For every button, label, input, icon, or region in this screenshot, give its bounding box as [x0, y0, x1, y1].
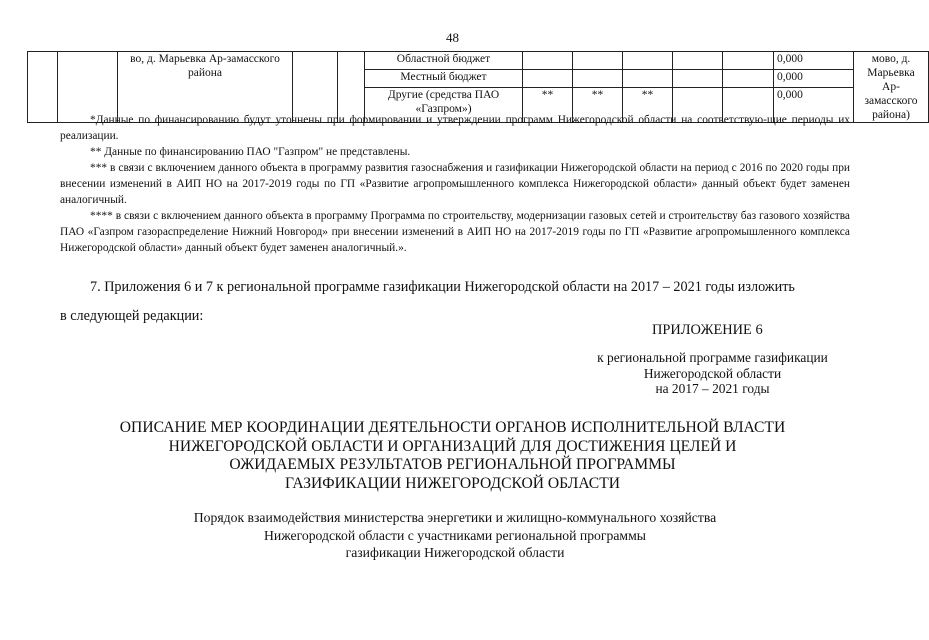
appendix-title: ПРИЛОЖЕНИЕ 6 — [652, 322, 763, 338]
table-cell — [523, 52, 573, 70]
appendix-subtitle-line: на 2017 – 2021 годы — [655, 381, 770, 396]
footnote: *** в связи с включением данного объекта в программу развития газоснабжения и газификации Нижегородской области на период с 2016 по 2020 годы при внесении изменений в АИП НО на 2017-2019 годы по ГП «Развитие агропромышленного комплекса Нижегородской области» данный объект будет заменен аналогичный. — [60, 162, 850, 206]
table-cell — [723, 70, 774, 88]
object-location-cell: мово, д. Марьевка Ар-замасского района) — [854, 52, 929, 123]
table-cell — [673, 52, 723, 70]
document-title-line: ГАЗИФИКАЦИИ НИЖЕГОРОДСКОЙ ОБЛАСТИ — [285, 474, 620, 492]
document-subtitle — [60, 509, 850, 562]
table-cell — [723, 52, 774, 70]
funding-source-cell: Местный бюджет — [365, 70, 523, 88]
appendix-subtitle-line: Нижегородской области — [643, 365, 782, 381]
document-subtitle-line: Нижегородской области с участниками региональной программы — [264, 527, 646, 543]
total-cell: 0,000 — [774, 52, 854, 70]
table-cell — [523, 70, 573, 88]
funding-source-cell: Областной бюджет — [365, 52, 523, 70]
document-title — [30, 419, 875, 493]
footnote: **** в связи с включением данного объекта в программу Программа по строительству, модернизации газовых сетей и строительству баз газового хозяйства ПАО «Газпром газораспределение Нижний Новгород» при внесении изменений в АИП НО на 2017-2019 годы по ГП «Развитие агропромышленного комплекса Нижегородской области» данный объект будет заменен аналогичный.». — [60, 210, 850, 254]
object-location-cell: во, д. Марьевка Ар-замасского района — [118, 52, 293, 123]
table-cell — [573, 52, 623, 70]
document-title-line: НИЖЕГОРОДСКОЙ ОБЛАСТИ И ОРГАНИЗАЦИЙ ДЛЯ ДОСТИЖЕНИЯ ЦЕЛЕЙ И — [168, 437, 737, 455]
appendix-subtitle — [560, 350, 865, 397]
table-cell: ** — [623, 88, 673, 123]
table-cell: ** — [523, 88, 573, 123]
table-cell: ** — [573, 88, 623, 123]
document-title-line: ОЖИДАЕМЫХ РЕЗУЛЬТАТОВ РЕГИОНАЛЬНОЙ ПРОГРАММЫ — [229, 456, 676, 473]
appendix-subtitle-line: к региональной программе газификации — [597, 350, 828, 365]
table-cell — [623, 52, 673, 70]
item-7-continuation: в следующей редакции: — [60, 308, 204, 324]
table-cell — [673, 70, 723, 88]
document-title-line: ОПИСАНИЕ МЕР КООРДИНАЦИИ ДЕЯТЕЛЬНОСТИ ОРГАНОВ ИСПОЛНИТЕЛЬНОЙ ВЛАСТИ — [119, 419, 786, 436]
footnote: ** Данные по финансированию ПАО "Газпром" не представлены. — [90, 146, 411, 158]
table-row — [28, 52, 929, 70]
funding-source-cell: Другие (средства ПАО «Газпром») — [365, 88, 523, 123]
document-subtitle-line: газификации Нижегородской области — [345, 545, 565, 560]
document-subtitle-line: Порядок взаимодействия министерства энергетики и жилищно-коммунального хозяйства — [193, 510, 717, 525]
table-cell — [28, 52, 58, 123]
table-cell — [623, 70, 673, 88]
footnotes — [60, 112, 850, 256]
page-number: 48 — [446, 30, 459, 45]
item-7-text: 7. Приложения 6 и 7 к региональной программе газификации Нижегородской области на 2017 – 2021 годы изложить — [90, 279, 795, 295]
footnote: *Данные по финансированию будут уточнены при формировании и утверждении программ Нижегородской области на соответствую-щие периоды их реализации. — [60, 114, 850, 142]
total-cell: 0,000 — [774, 70, 854, 88]
table-cell — [573, 70, 623, 88]
total-cell: 0,000 — [774, 88, 854, 123]
